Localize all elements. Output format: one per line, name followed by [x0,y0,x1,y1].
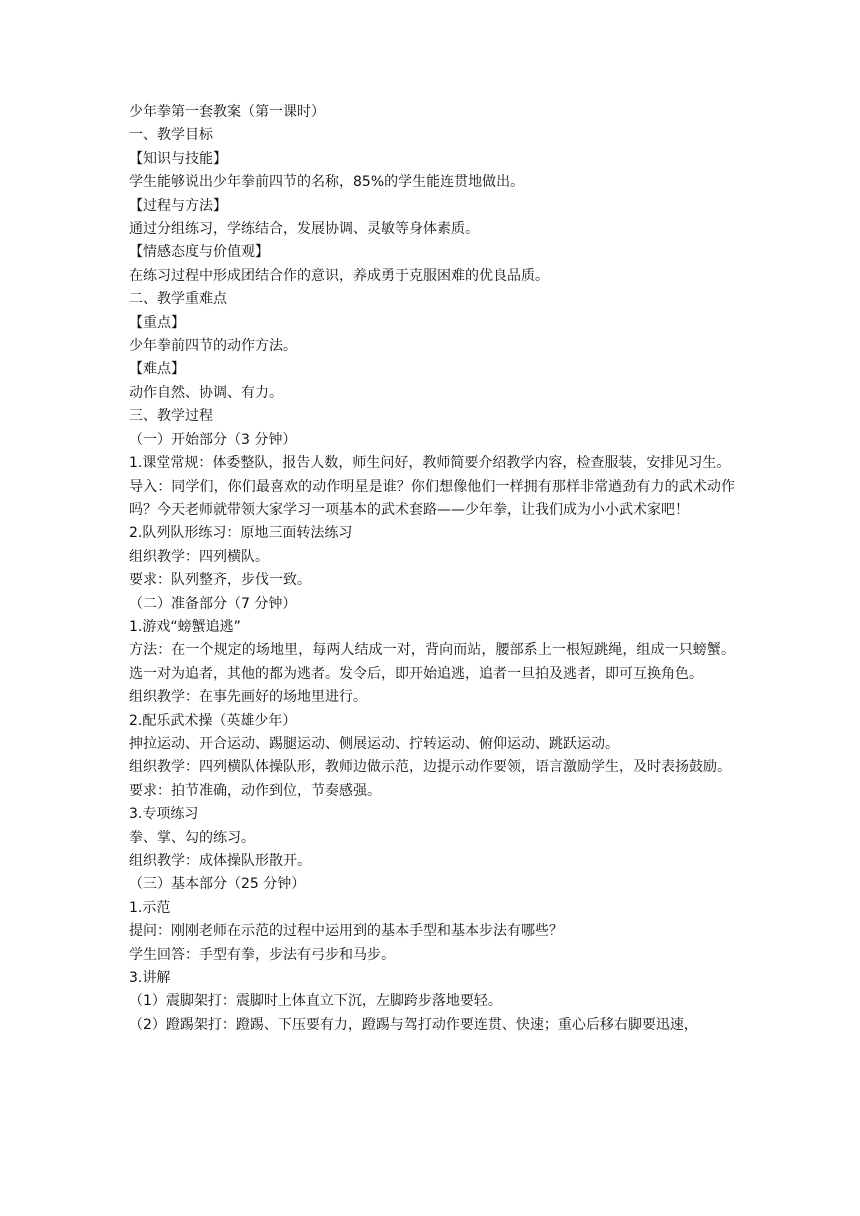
paragraph: 少年拳前四节的动作方法。 [129,338,297,355]
paragraph: 要求：拍节准确，动作到位，节奏感强。 [129,782,381,799]
paragraph: 提问：刚刚老师在示范的过程中运用到的基本手型和基本步法有哪些？ [129,923,563,940]
paragraph: 1.游戏“螃蟹追逃” [129,618,241,635]
subheading: 【重点】 [129,314,185,331]
subsection-heading: （一）开始部分（3 分钟） [129,431,297,448]
paragraph: 导入：同学们，你们最喜欢的动作明星是谁？你们想像他们一样拥有那样非常遒劲有力的武术动作吗？今天老师就带领大家学习一项基本的武术套路——少年拳，让我们成为小小武术家吧！ [129,478,735,518]
paragraph: 组织教学：四列横队体操队形，教师边做示范，边提示动作要领，语言激励学生，及时表扬鼓励。 [129,759,731,776]
paragraph: 2.队列队形练习：原地三面转法练习 [129,525,353,542]
doc-title: 少年拳第一套教案（第一课时） [129,104,325,120]
paragraph: 1.示范 [129,899,171,916]
subheading: 【难点】 [129,361,185,378]
paragraph: 方法：在一个规定的场地里，每两人结成一对，背向而站，腰部系上一根短跳绳，组成一只螃蟹。选一对为追者，其他的都为逃者。发令后，即开始追逃，追者一旦拍及逃者，即可互换角色。 [129,642,735,682]
paragraph: 组织教学：成体操队形散开。 [129,853,311,869]
paragraph: 组织教学：四列横队。 [129,548,269,565]
paragraph: 在练习过程中形成团结合作的意识，养成勇于克服困难的优良品质。 [129,267,549,284]
paragraph: 学生能够说出少年拳前四节的名称，85%的学生能连贯地做出。 [129,174,525,191]
paragraph: （1）震脚架打：震脚时上体直立下沉，左脚跨步落地要轻。 [129,993,502,1010]
paragraph: 拳、掌、勾的练习。 [129,829,255,846]
paragraph: 学生回答：手型有拳，步法有弓步和马步。 [129,946,395,963]
subheading: 【知识与技能】 [129,150,227,167]
paragraph: 抻拉运动、开合运动、踢腿运动、侧展运动、拧转运动、俯仰运动、跳跃运动。 [129,735,619,752]
section-heading: 二、教学重难点 [129,291,227,308]
section-heading: 三、教学过程 [129,408,213,425]
subheading: 【过程与方法】 [129,197,227,214]
subsection-heading: （三）基本部分（25 分钟） [129,876,306,893]
paragraph: 动作自然、协调、有力。 [129,384,283,401]
subheading: 【情感态度与价值观】 [129,244,269,261]
subsection-heading: （二）准备部分（7 分钟） [129,595,297,612]
section-heading: 一、教学目标 [129,127,213,144]
paragraph: 通过分组练习，学练结合，发展协调、灵敏等身体素质。 [129,221,479,238]
document-body [129,101,735,1037]
paragraph: 3.讲解 [129,970,171,987]
paragraph: 2.配乐武术操（英雄少年） [129,712,297,729]
paragraph: 1.课堂常规：体委整队，报告人数，师生问好，教师简要介绍教学内容，检查服装，安排见习生。 [129,455,731,472]
paragraph: 组织教学：在事先画好的场地里进行。 [129,689,367,706]
paragraph: 3.专项练习 [129,806,199,823]
paragraph: （2）蹬踢架打：蹬踢、下压要有力，蹬踢与驾打动作要连贯、快速；重心后移右脚要迅速， [129,1016,698,1033]
paragraph: 要求：队列整齐，步伐一致。 [129,572,311,589]
